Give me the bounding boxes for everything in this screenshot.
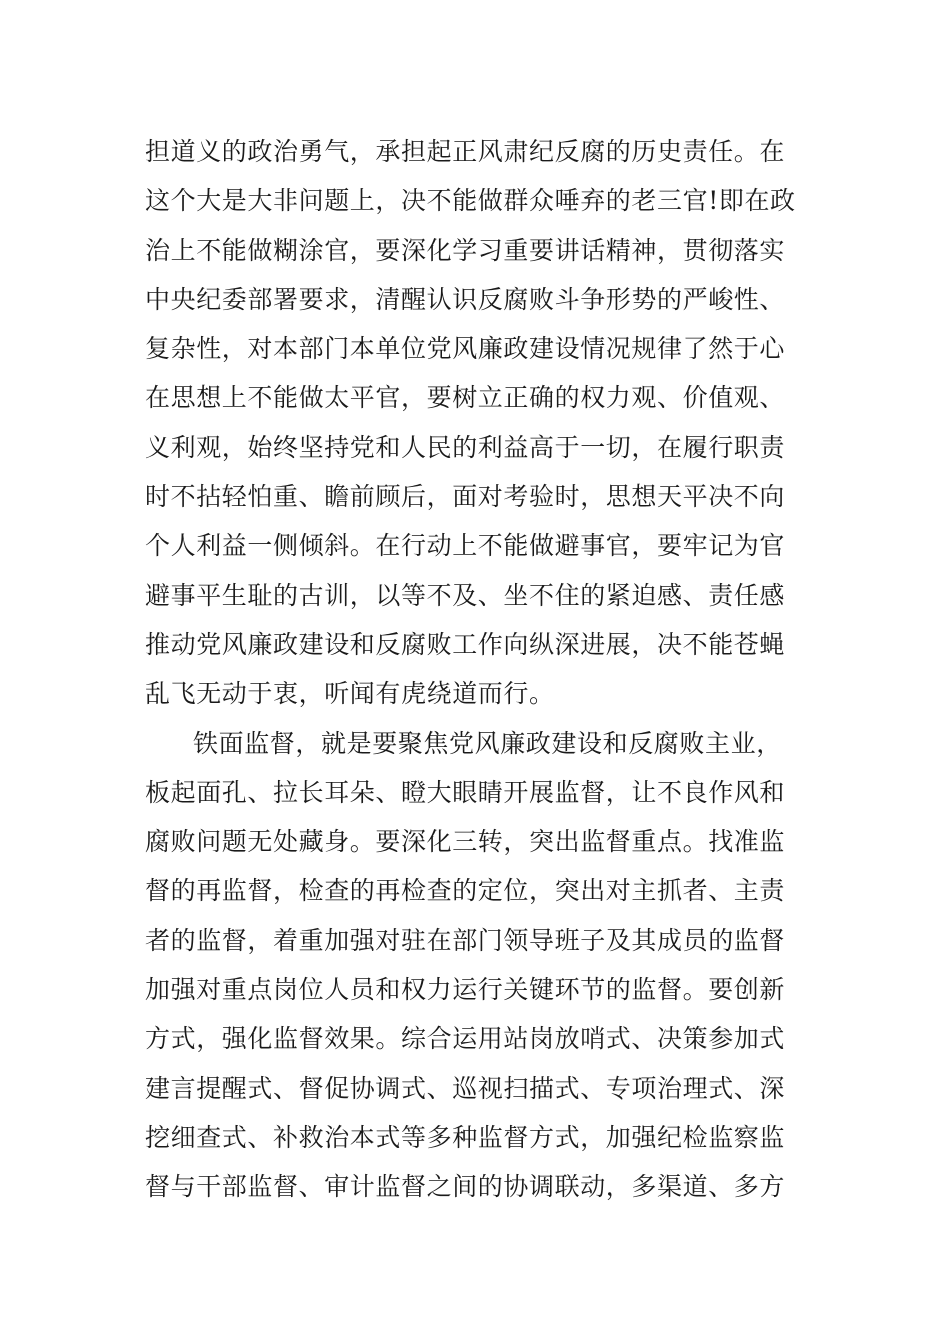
text-line: 加强对重点岗位人员和权力运行关键环节的监督。要创新	[145, 975, 786, 1005]
text-line: 个人利益一侧倾斜。在行动上不能做避事官，要牢记为官	[145, 531, 786, 561]
text-line: 建言提醒式、督促协调式、巡视扫描式、专项治理式、深	[145, 1073, 786, 1103]
text-line: 板起面孔、拉长耳朵、瞪大眼睛开展监督，让不良作风和	[145, 777, 786, 807]
text-line: 担道义的政治勇气，承担起正风肃纪反腐的历史责任。在	[145, 137, 786, 166]
text-line: 乱飞无动于衷，听闻有虎绕道而行。	[145, 679, 555, 709]
text-line: 义利观，始终坚持党和人民的利益高于一切，在履行职责	[145, 432, 786, 462]
text-line: 方式，强化监督效果。综合运用站岗放哨式、决策参加式	[145, 1024, 786, 1054]
text-line: 推动党风廉政建设和反腐败工作向纵深进展，决不能苍蝇	[145, 629, 786, 659]
text-line: 中央纪委部署要求，清醒认识反腐败斗争形势的严峻性、	[145, 284, 786, 314]
text-line: 者的监督，着重加强对驻在部门领导班子及其成员的监督	[145, 925, 786, 955]
paragraph-2	[145, 719, 810, 1212]
text-line: 治上不能做糊涂官，要深化学习重要讲话精神，贯彻落实	[145, 235, 786, 265]
text-line: 时不拈轻怕重、瞻前顾后，面对考验时，思想天平决不向	[145, 482, 786, 512]
text-line-indented: 铁面监督，就是要聚焦党风廉政建设和反腐败主业，	[193, 728, 782, 758]
text-line: 腐败问题无处藏身。要深化三转，突出监督重点。找准监	[145, 827, 786, 857]
text-line: 在思想上不能做太平官，要树立正确的权力观、价值观、	[145, 383, 786, 413]
body-text	[145, 127, 810, 1212]
text-line: 督的再监督，检查的再检查的定位，突出对主抓者、主责	[145, 876, 786, 906]
paragraph-1	[145, 127, 810, 719]
text-line: 这个大是大非问题上，决不能做群众唾弃的老三官!即在政	[145, 186, 796, 216]
text-line: 督与干部监督、审计监督之间的协调联动，多渠道、多方	[145, 1172, 786, 1202]
text-line: 避事平生耻的古训，以等不及、坐不住的紧迫感、责任感	[145, 580, 786, 610]
text-line: 挖细查式、补救治本式等多种监督方式，加强纪检监察监	[145, 1122, 786, 1152]
text-line: 复杂性，对本部门本单位党风廉政建设情况规律了然于心	[145, 334, 786, 364]
